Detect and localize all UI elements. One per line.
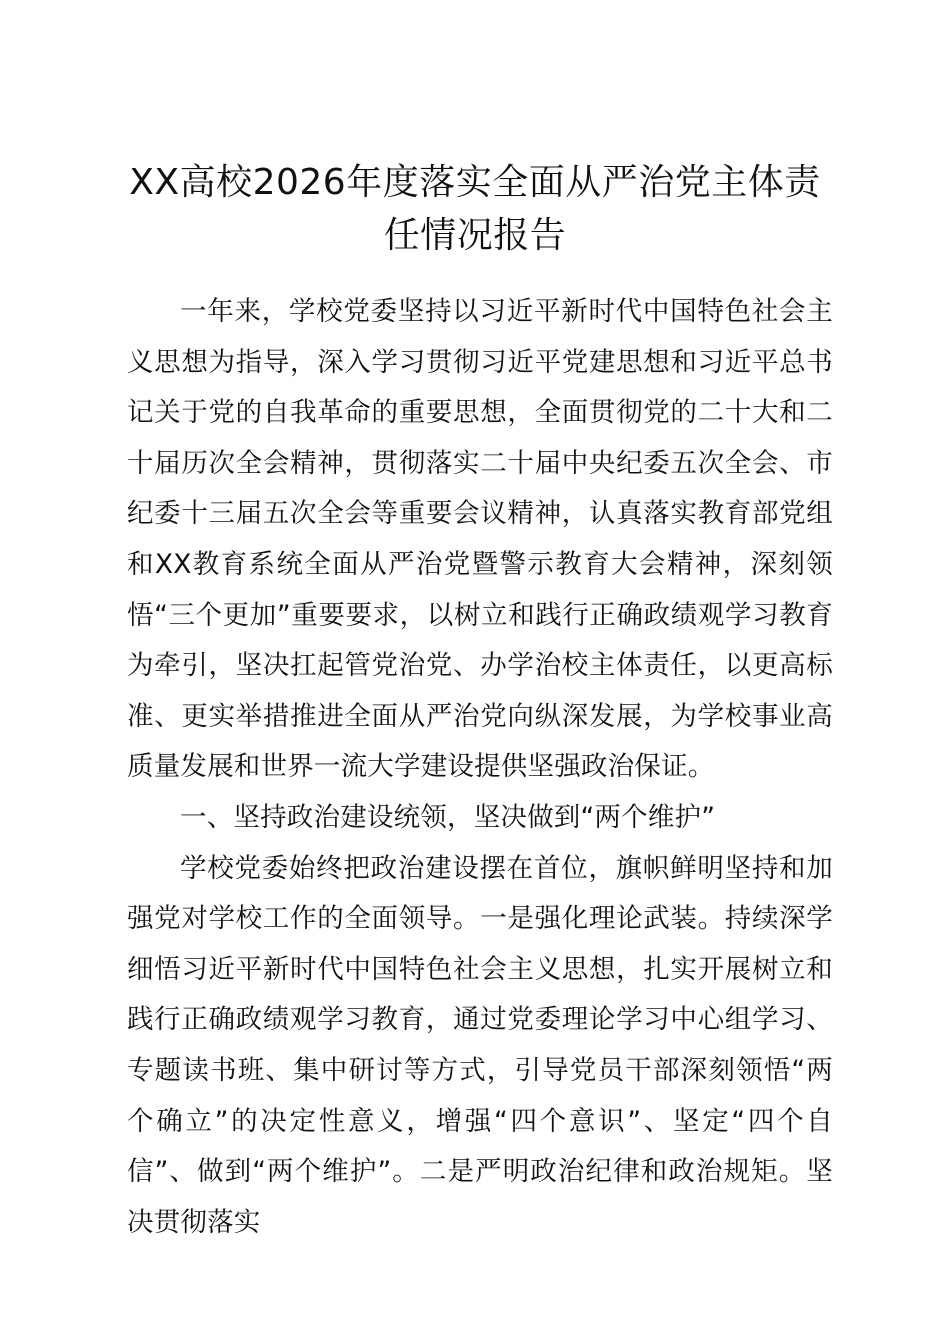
intro-paragraph: 一年来，学校党委坚持以习近平新时代中国特色社会主义思想为指导，深入学习贯彻习近平党建思想和习近平总书记关于党的自我革命的重要思想，全面贯彻党的二十大和二十届历次全会精神，贯彻落实二十届中央纪委五次全会、市纪委十三届五次全会等重要会议精神，认真落实教育部党组和XX教育系统全面从严治党暨警示教育大会精神，深刻领悟“三个更加”重要要求，以树立和践行正确政绩观学习教育为牵引，坚决扛起管党治党、办学治校主体责任，以更高标准、更实举措推进全面从严治党向纵深发展，为学校事业高质量发展和世界一流大学建设提供坚强政治保证。 [127, 296, 833, 783]
document-title: XX高校2026年度落实全面从严治党主体责任情况报告 [129, 162, 821, 256]
document-body [127, 287, 833, 1248]
section-1-paragraph: 学校党委始终把政治建设摆在首位，旗帜鲜明坚持和加强党对学校工作的全面领导。一是强化理论武装。持续深学细悟习近平新时代中国特色社会主义思想，扎实开展树立和践行正确政绩观学习教育，通过党委理论学习中心组学习、专题读书班、集中研讨等方式，引导党员干部深刻领悟“两个确立”的决定性意义，增强“四个意识”、坚定“四个自信”、做到“两个维护”。二是严明政治纪律和政治规矩。坚决贯彻落实 [127, 852, 833, 1238]
section-1-heading: 一、坚持政治建设统领，坚决做到“两个维护” [180, 801, 716, 833]
